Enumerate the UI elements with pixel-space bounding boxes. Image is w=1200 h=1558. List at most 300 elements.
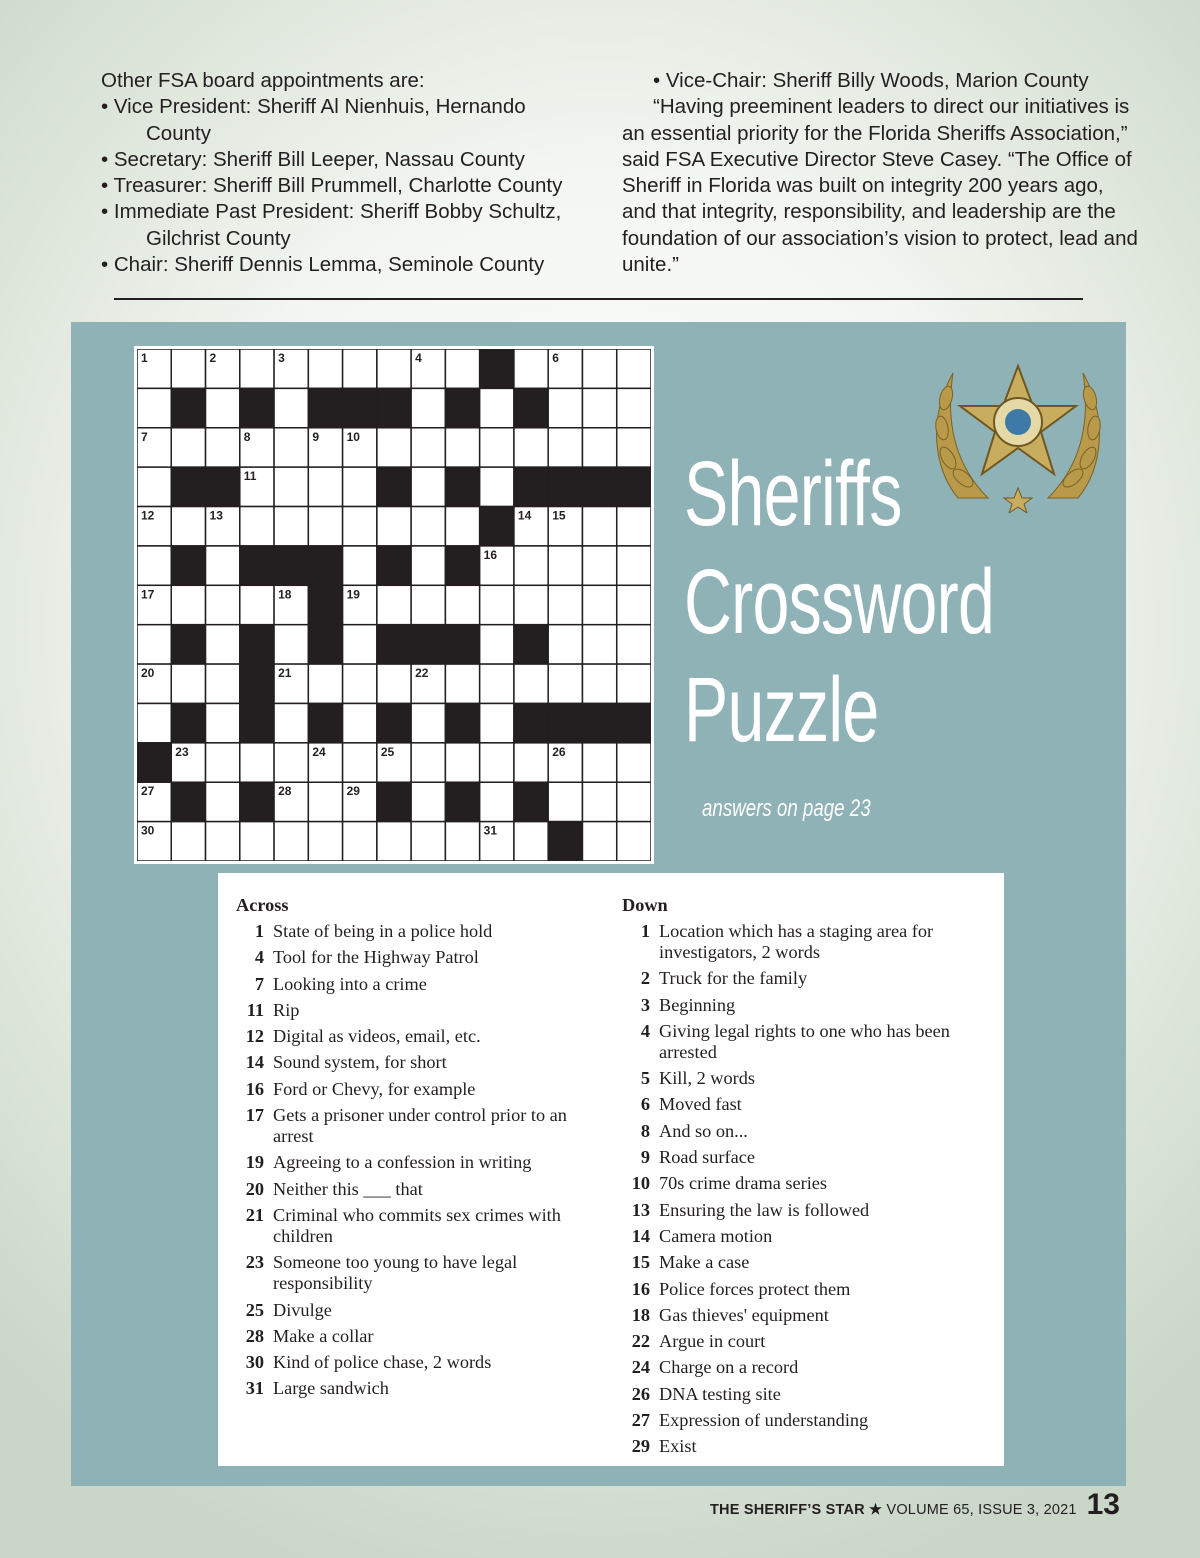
black-square: [206, 467, 240, 506]
grid-cell[interactable]: [274, 507, 308, 546]
grid-cell[interactable]: [274, 428, 308, 467]
clue-number: 5: [640, 1068, 650, 1089]
across-clue: [236, 974, 586, 995]
clue-text: Digital as videos, email, etc.: [273, 1026, 481, 1047]
grid-cell[interactable]: [206, 822, 240, 861]
grid-cell[interactable]: [617, 664, 651, 703]
grid-cell[interactable]: [206, 743, 240, 782]
grid-cell[interactable]: [514, 349, 548, 388]
clue-number: 20: [245, 1178, 264, 1199]
down-clue: [622, 1252, 992, 1273]
clue-text: DNA testing site: [659, 1383, 781, 1404]
grid-cell[interactable]: [171, 428, 205, 467]
grid-cell[interactable]: [411, 585, 445, 624]
clue-number: 10: [631, 1173, 650, 1194]
clue-number: 7: [254, 973, 264, 994]
intro-line: Gilchrist County: [146, 226, 291, 250]
grid-cell[interactable]: [343, 467, 377, 506]
grid-cell[interactable]: [240, 585, 274, 624]
clue-text: Make a case: [659, 1252, 750, 1273]
grid-cell[interactable]: [582, 782, 616, 821]
grid-cell[interactable]: [274, 703, 308, 742]
grid-cell[interactable]: [343, 625, 377, 664]
grid-cell[interactable]: [617, 428, 651, 467]
grid-cell[interactable]: [206, 388, 240, 427]
grid-cell[interactable]: [411, 782, 445, 821]
clue-number: 19: [245, 1152, 264, 1173]
across-clues: [236, 895, 586, 1405]
grid-cell[interactable]: [480, 782, 514, 821]
black-square: [308, 703, 342, 742]
grid-cell[interactable]: [445, 507, 479, 546]
clue-text: Moved fast: [659, 1094, 742, 1115]
grid-cell[interactable]: [171, 664, 205, 703]
grid-cell[interactable]: [206, 625, 240, 664]
grid-cell[interactable]: [445, 743, 479, 782]
grid-cell[interactable]: [480, 428, 514, 467]
cell-number: 13: [209, 508, 223, 523]
grid-cell[interactable]: [445, 349, 479, 388]
grid-cell[interactable]: [582, 507, 616, 546]
grid-cell[interactable]: [206, 703, 240, 742]
grid-cell[interactable]: [411, 507, 445, 546]
grid-cell[interactable]: [548, 428, 582, 467]
grid-cell[interactable]: [480, 664, 514, 703]
grid-cell[interactable]: [137, 388, 171, 427]
clue-number: 3: [640, 994, 650, 1015]
black-square: [377, 782, 411, 821]
title-line: Sheriffs: [684, 443, 902, 545]
clue-text: Make a collar: [273, 1325, 374, 1346]
cell-number: 20: [141, 666, 155, 681]
cell-number: 7: [141, 429, 148, 444]
clue-number: 4: [640, 1020, 650, 1041]
black-square: [582, 703, 616, 742]
grid-cell[interactable]: [137, 467, 171, 506]
black-square: [617, 703, 651, 742]
cell-number: 11: [243, 469, 257, 484]
black-square: [171, 782, 205, 821]
black-square: [582, 467, 616, 506]
grid-cell[interactable]: [582, 546, 616, 585]
grid-cell[interactable]: [548, 664, 582, 703]
clue-text: Sound system, for short: [273, 1052, 447, 1073]
grid-cell[interactable]: [445, 585, 479, 624]
puzzle-title: [684, 440, 994, 764]
grid-cell[interactable]: [514, 743, 548, 782]
clue-text: Divulge: [273, 1299, 332, 1320]
grid-cell[interactable]: [308, 782, 342, 821]
cell-number: 15: [552, 508, 566, 523]
black-square: [514, 703, 548, 742]
grid-cell[interactable]: [514, 822, 548, 861]
grid-cell[interactable]: [240, 507, 274, 546]
grid-cell[interactable]: [377, 822, 411, 861]
grid-cell[interactable]: [137, 625, 171, 664]
clue-number: 17: [245, 1105, 264, 1126]
black-square: [240, 782, 274, 821]
black-square: [445, 625, 479, 664]
grid-cell[interactable]: [240, 349, 274, 388]
cell-number: 29: [346, 784, 360, 799]
cell-number: 4: [415, 351, 422, 365]
grid-cell[interactable]: [377, 428, 411, 467]
clue-text: Argue in court: [659, 1331, 766, 1352]
black-square: [377, 703, 411, 742]
across-clue: [236, 1300, 586, 1321]
grid-cell[interactable]: [548, 625, 582, 664]
grid-cell[interactable]: [343, 664, 377, 703]
down-clue: [622, 1200, 992, 1221]
grid-cell[interactable]: [445, 664, 479, 703]
cell-number: 2: [209, 351, 217, 365]
clue-text: Ford or Chevy, for example: [273, 1078, 476, 1099]
grid-cell[interactable]: [617, 822, 651, 861]
across-clue: [236, 1026, 586, 1047]
black-square: [171, 388, 205, 427]
black-square: [514, 388, 548, 427]
grid-cell[interactable]: [617, 625, 651, 664]
cell-number: 6: [552, 351, 559, 365]
cell-number: 27: [141, 784, 155, 799]
clue-text: And so on...: [659, 1120, 748, 1141]
black-square: [445, 388, 479, 427]
black-square: [240, 664, 274, 703]
clue-text: Ensuring the law is followed: [659, 1199, 870, 1220]
clue-number: 16: [245, 1078, 264, 1099]
cell-number: 23: [175, 744, 189, 759]
clue-number: 24: [631, 1357, 650, 1378]
down-clue: [622, 1021, 992, 1063]
grid-cell[interactable]: [582, 625, 616, 664]
grid-cell[interactable]: [274, 467, 308, 506]
section-divider: [114, 298, 1083, 300]
down-clue: [622, 968, 992, 989]
clues-box: [218, 873, 1004, 1466]
clue-number: 23: [245, 1252, 264, 1273]
intro-line: • Immediate Past President: Sheriff Bobby Schultz,: [101, 200, 562, 224]
cell-number: 21: [278, 666, 292, 681]
down-clue: [622, 1384, 992, 1405]
grid-cell[interactable]: [411, 467, 445, 506]
across-clue: [236, 1378, 586, 1399]
grid-cell[interactable]: [445, 428, 479, 467]
black-square: [308, 388, 342, 427]
black-square: [411, 625, 445, 664]
grid-cell[interactable]: [411, 703, 445, 742]
grid-cell[interactable]: [514, 585, 548, 624]
grid-cell[interactable]: [308, 349, 342, 388]
grid-cell[interactable]: [377, 507, 411, 546]
black-square: [548, 703, 582, 742]
grid-cell[interactable]: [514, 546, 548, 585]
black-square: [377, 388, 411, 427]
grid-cell[interactable]: [274, 388, 308, 427]
cell-number: 8: [243, 429, 251, 444]
down-clue: [622, 1173, 992, 1194]
grid-cell[interactable]: [480, 743, 514, 782]
grid-cell[interactable]: [343, 507, 377, 546]
grid-cell[interactable]: [206, 664, 240, 703]
grid-cell[interactable]: [480, 467, 514, 506]
clue-number: 15: [631, 1252, 650, 1273]
down-clue: [622, 1226, 992, 1247]
clue-number: 4: [254, 947, 264, 968]
down-clue: [622, 1357, 992, 1378]
black-square: [171, 546, 205, 585]
grid-cell[interactable]: [343, 743, 377, 782]
grid-cell[interactable]: [206, 428, 240, 467]
across-clue: [236, 1179, 586, 1200]
grid-cell[interactable]: [480, 625, 514, 664]
clue-number: 1: [640, 921, 650, 941]
clue-text: Kind of police chase, 2 words: [273, 1352, 492, 1373]
intro-left-column: [101, 68, 581, 278]
answers-note: answers on page 23: [702, 795, 871, 822]
grid-cell[interactable]: [514, 428, 548, 467]
across-clue: [236, 921, 586, 942]
black-square: [240, 703, 274, 742]
grid-svg: [137, 349, 651, 861]
across-clue: [236, 1105, 586, 1147]
clue-number: 25: [245, 1299, 264, 1320]
page-number: 13: [1086, 1488, 1120, 1521]
grid-cell[interactable]: [617, 782, 651, 821]
across-clue: [236, 1252, 586, 1294]
page-footer: [710, 1488, 1120, 1522]
down-clue: [622, 1094, 992, 1115]
grid-cell[interactable]: [617, 585, 651, 624]
grid-cell[interactable]: [343, 703, 377, 742]
down-clue: [622, 1305, 992, 1326]
crossword-grid: [134, 346, 654, 864]
publication-name: THE SHERIFF’S STAR: [710, 1502, 865, 1518]
clue-number: 21: [245, 1204, 264, 1225]
grid-cell[interactable]: [617, 743, 651, 782]
black-square: [274, 546, 308, 585]
cell-number: 14: [517, 508, 532, 523]
black-square: [171, 467, 205, 506]
clue-text: Giving legal rights to one who has been arrested: [659, 1020, 950, 1062]
across-clue: [236, 947, 586, 968]
clue-number: 6: [640, 1094, 650, 1115]
grid-cell[interactable]: [308, 822, 342, 861]
clue-text: Road surface: [659, 1147, 755, 1168]
grid-cell[interactable]: [206, 782, 240, 821]
clue-text: Criminal who commits sex crimes with children: [273, 1204, 561, 1246]
grid-cell[interactable]: [514, 664, 548, 703]
clue-text: Agreeing to a confession in writing: [273, 1152, 532, 1173]
cell-number: 31: [483, 823, 498, 838]
cell-number: 19: [346, 587, 360, 602]
down-clue: [622, 1121, 992, 1142]
intro-line: • Chair: Sheriff Dennis Lemma, Seminole County: [101, 253, 545, 277]
grid-cell[interactable]: [582, 349, 616, 388]
black-square: [445, 546, 479, 585]
title-line: Crossword: [684, 551, 995, 653]
clue-text: Large sandwich: [273, 1378, 389, 1399]
grid-cell[interactable]: [137, 546, 171, 585]
intro-line: County: [146, 121, 211, 145]
cell-number: 26: [552, 744, 566, 759]
grid-cell[interactable]: [617, 349, 651, 388]
issue-info: VOLUME 65, ISSUE 3, 2021: [886, 1502, 1077, 1518]
grid-cell[interactable]: [582, 743, 616, 782]
grid-cell[interactable]: [377, 349, 411, 388]
black-square: [308, 546, 342, 585]
cell-number: 18: [278, 587, 292, 602]
grid-cell[interactable]: [377, 585, 411, 624]
clue-text: 70s crime drama series: [659, 1173, 828, 1194]
grid-cell[interactable]: [548, 388, 582, 427]
cell-number: 16: [483, 547, 498, 562]
clue-text: State of being in a police hold: [273, 921, 493, 941]
grid-cell[interactable]: [274, 743, 308, 782]
grid-cell[interactable]: [343, 546, 377, 585]
across-heading: Across: [236, 895, 289, 915]
cell-number: 25: [380, 744, 395, 759]
grid-cell[interactable]: [171, 349, 205, 388]
down-clue: [622, 1068, 992, 1089]
grid-cell[interactable]: [137, 703, 171, 742]
cell-number: 12: [141, 508, 155, 523]
grid-cell[interactable]: [377, 664, 411, 703]
clue-text: Someone too young to have legal responsibility: [273, 1252, 518, 1294]
clue-number: 30: [245, 1352, 264, 1373]
grid-cell[interactable]: [171, 585, 205, 624]
clue-text: Expression of understanding: [659, 1410, 869, 1431]
vice-chair-line: • Vice-Chair: Sheriff Billy Woods, Marion County: [653, 69, 1089, 92]
cell-number: 9: [312, 429, 320, 444]
black-square: [377, 467, 411, 506]
intro-line: • Vice President: Sheriff Al Nienhuis, Hernando: [101, 95, 526, 119]
grid-cell[interactable]: [582, 585, 616, 624]
grid-cell[interactable]: [411, 388, 445, 427]
down-clue: [622, 995, 992, 1016]
down-heading: Down: [622, 895, 668, 915]
down-clues: [622, 895, 992, 1463]
grid-cell[interactable]: [308, 664, 342, 703]
cell-number: 22: [415, 666, 429, 681]
grid-cell[interactable]: [308, 507, 342, 546]
down-clue: [622, 1436, 992, 1457]
black-square: [480, 507, 514, 546]
clue-text: Neither this ___ that: [273, 1178, 423, 1199]
grid-cell[interactable]: [582, 428, 616, 467]
grid-cell[interactable]: [617, 507, 651, 546]
clue-text: Beginning: [659, 994, 736, 1015]
black-square: [548, 822, 582, 861]
black-square: [240, 546, 274, 585]
clue-text: Police forces protect them: [659, 1278, 851, 1299]
grid-cell[interactable]: [206, 585, 240, 624]
clue-text: Truck for the family: [659, 968, 808, 989]
grid-cell[interactable]: [171, 822, 205, 861]
down-clue: [622, 1147, 992, 1168]
clue-number: 31: [245, 1378, 264, 1399]
star-icon: ★: [869, 1502, 883, 1518]
clue-number: 2: [640, 968, 650, 989]
grid-cell[interactable]: [582, 664, 616, 703]
grid-cell[interactable]: [480, 703, 514, 742]
black-square: [308, 585, 342, 624]
across-clue: [236, 1079, 586, 1100]
grid-cell[interactable]: [582, 388, 616, 427]
clue-text: Camera motion: [659, 1225, 773, 1246]
down-clue: [622, 1410, 992, 1431]
clue-number: 28: [245, 1325, 264, 1346]
grid-cell[interactable]: [582, 822, 616, 861]
grid-cell[interactable]: [308, 467, 342, 506]
grid-cell[interactable]: [480, 388, 514, 427]
down-clue: [622, 921, 992, 963]
black-square: [240, 388, 274, 427]
grid-cell[interactable]: [274, 625, 308, 664]
black-square: [308, 625, 342, 664]
cell-number: 24: [312, 744, 326, 759]
publication-line: [710, 1502, 1077, 1518]
clue-number: 14: [631, 1225, 650, 1246]
black-square: [514, 625, 548, 664]
across-clue: [236, 1205, 586, 1247]
clue-text: Exist: [659, 1436, 697, 1457]
clue-number: 14: [245, 1052, 264, 1073]
grid-cell[interactable]: [240, 743, 274, 782]
grid-cell[interactable]: [343, 349, 377, 388]
black-square: [240, 625, 274, 664]
clue-number: 27: [631, 1410, 650, 1431]
grid-cell[interactable]: [206, 546, 240, 585]
grid-cell[interactable]: [411, 546, 445, 585]
grid-cell[interactable]: [343, 822, 377, 861]
grid-cell[interactable]: [617, 546, 651, 585]
grid-cell[interactable]: [617, 388, 651, 427]
grid-cell[interactable]: [480, 585, 514, 624]
black-square: [137, 743, 171, 782]
intro-line: • Treasurer: Sheriff Bill Prummell, Charlotte County: [101, 174, 563, 198]
grid-cell[interactable]: [411, 822, 445, 861]
black-square: [445, 467, 479, 506]
grid-cell[interactable]: [411, 743, 445, 782]
black-square: [445, 782, 479, 821]
cell-number: 17: [141, 587, 155, 602]
grid-cell[interactable]: [548, 585, 582, 624]
intro-line: Other FSA board appointments are:: [101, 69, 425, 92]
cell-number: 3: [278, 351, 285, 365]
black-square: [377, 625, 411, 664]
grid-cell[interactable]: [240, 822, 274, 861]
grid-cell[interactable]: [445, 822, 479, 861]
grid-cell[interactable]: [171, 507, 205, 546]
black-square: [617, 467, 651, 506]
black-square: [548, 467, 582, 506]
clue-text: Looking into a crime: [273, 973, 427, 994]
grid-cell[interactable]: [548, 546, 582, 585]
grid-cell[interactable]: [548, 782, 582, 821]
cell-number: 5: [483, 351, 491, 365]
grid-cell[interactable]: [411, 428, 445, 467]
cell-number: 28: [278, 784, 292, 799]
black-square: [171, 625, 205, 664]
down-clue: [622, 1279, 992, 1300]
across-clue: [236, 1152, 586, 1173]
grid-cell[interactable]: [274, 822, 308, 861]
clue-text: Charge on a record: [659, 1357, 799, 1378]
clue-number: 1: [254, 921, 264, 941]
clue-number: 18: [631, 1304, 650, 1325]
intro-line: • Secretary: Sheriff Bill Leeper, Nassau County: [101, 147, 525, 171]
cell-number: 1: [141, 351, 148, 365]
